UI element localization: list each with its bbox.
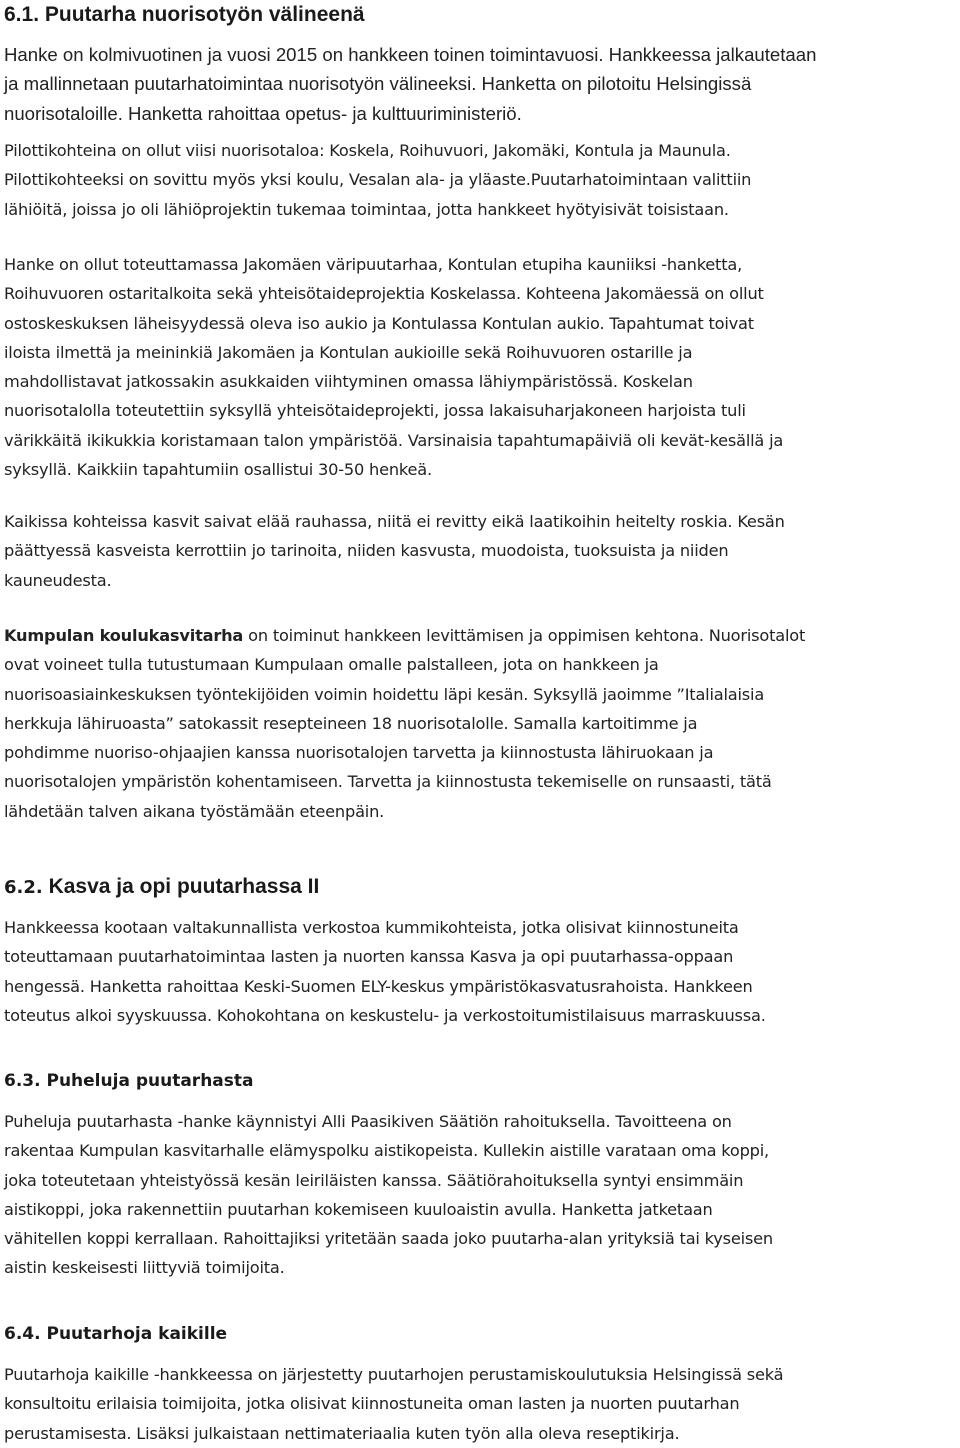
text-line: päättyessä kasveista kerrottiin jo tarinoita, niiden kasvusta, muodoista, tuoksuista ja niiden bbox=[4, 541, 729, 561]
section-6-1-kumpula bbox=[4, 621, 805, 826]
text-line: Roihuvuoren ostaritalkoita sekä yhteisötaideprojektia Koskelassa. Kohteena Jakomäessä on ollut bbox=[4, 284, 764, 304]
text-line: ja mallinnetaan puutarhatoimintaa nuorisotyön välineeksi. Hanketta on pilotoitu Helsingissä bbox=[4, 73, 752, 95]
kumpula-bold-term: Kumpulan koulukasvitarha bbox=[4, 626, 244, 645]
section-6-1-pilot bbox=[4, 136, 751, 224]
text-line: Pilottikohteeksi on sovittu myös yksi koulu, Vesalan ala- ja yläaste.Puutarhatoimintaan valittiin bbox=[4, 170, 752, 190]
text-line: nuorisotaloille. Hanketta rahoittaa opetus- ja kulttuuriministeriö. bbox=[4, 102, 522, 124]
text-line: Kaikissa kohteissa kasvit saivat elää rauhassa, niitä ei revitty eikä laatikoihin heitelty roskia. Kesän bbox=[4, 512, 785, 531]
section-6-1-plants bbox=[4, 507, 785, 595]
text-line: vähitellen koppi kerrallaan. Rahoittajiksi yritetään saada joko puutarha-alan yrityksiä tai kyseisen bbox=[4, 1229, 773, 1249]
section-6-2-heading bbox=[4, 873, 319, 902]
text-line: aistin keskeisesti liittyviä toimijoita. bbox=[4, 1258, 285, 1278]
text-line: iloista ilmettä ja meininkiä Jakomäen ja Kontulan aukioille sekä Roihuvuoren ostarille ja bbox=[4, 342, 693, 362]
text-line: herkkuja lähiruoasta” satokassit resepteineen 18 nuorisotalolle. Samalla kartoitimme ja bbox=[4, 713, 698, 733]
section-6-2-title: Kasva ja opi puutarhassa II bbox=[42, 875, 320, 898]
text-line: hengessä. Hanketta rahoittaa Keski-Suomen ELY-keskus ympäristökasvatusrahoista. Hankkeen bbox=[4, 976, 753, 996]
section-6-3-body bbox=[4, 1107, 773, 1283]
text-line: Puheluja puutarhasta -hanke käynnistyi Alli Paasikiven Säätiön rahoituksella. Tavoitteena on bbox=[4, 1112, 732, 1131]
text-line: pohdimme nuoriso-ohjaajien kanssa nuorisotalojen tarvetta ja kiinnostusta lähiruokaan ja bbox=[4, 743, 714, 763]
text-line: toteutus alkoi syyskuussa. Kohokohtana on keskustelu- ja verkostoitumistilaisuus marraskuussa. bbox=[4, 1005, 766, 1025]
text-line: Puutarhoja kaikille -hankkeessa on järjestetty puutarhojen perustamiskoulutuksia Helsingissä sekä bbox=[4, 1365, 784, 1384]
text-line: ovat voineet tulla tutustumaan Kumpulaan omalle palstalleen, jota on hankkeen ja bbox=[4, 655, 659, 675]
section-6-1-events bbox=[4, 250, 783, 484]
section-6-2-body bbox=[4, 913, 766, 1030]
text-line bbox=[4, 621, 805, 650]
section-6-3-heading: 6.3. Puheluja puutarhasta bbox=[4, 1071, 254, 1091]
text-line: lähiöitä, joissa jo oli lähiöprojektin tukemaa toimintaa, jotta hankkeet hyötyisivät toisistaan. bbox=[4, 199, 729, 219]
section-6-1-intro bbox=[4, 40, 816, 128]
section-6-1-heading: 6.1. Puutarha nuorisotyön välineenä bbox=[4, 3, 365, 26]
section-6-4-heading: 6.4. Puutarhoja kaikille bbox=[4, 1324, 228, 1344]
section-6-4-body bbox=[4, 1360, 783, 1448]
text-line: perustamisesta. Lisäksi julkaistaan nettimateriaalia kuten työn alla oleva reseptikirja. bbox=[4, 1423, 680, 1443]
text-line: Hanke on ollut toteuttamassa Jakomäen väripuutarhaa, Kontulan etupiha kauniiksi -hanketta, bbox=[4, 255, 743, 274]
text-line: rakentaa Kumpulan kasvitarhalle elämyspolku aistikopeista. Kullekin aistille varataan oma koppi, bbox=[4, 1141, 769, 1161]
text-line: lähdetään talven aikana työstämään eteenpäin. bbox=[4, 801, 385, 821]
text-line: konsultoitu erilaisia toimijoita, jotka olisivat kiinnostuneita oman lasten ja nuorten puutarhan bbox=[4, 1394, 740, 1414]
text-line: toteuttamaan puutarhatoimintaa lasten ja nuorten kanssa Kasva ja opi puutarhassa-oppaan bbox=[4, 947, 734, 967]
text-line: Hankkeessa kootaan valtakunnallista verkostoa kummikohteista, jotka olisivat kiinnostuneita bbox=[4, 918, 739, 937]
text-line: Hanke on kolmivuotinen ja vuosi 2015 on hankkeen toinen toimintavuosi. Hankkeessa jalkautetaan bbox=[4, 44, 817, 65]
text-line: aistikoppi, joka rakennettiin puutarhan kokemiseen kuuloaistin avulla. Hanketta jatketaan bbox=[4, 1199, 713, 1219]
text-line: mahdollistavat jatkossakin asukkaiden viihtyminen omassa lähiympäristössä. Koskelan bbox=[4, 372, 693, 392]
text-line: Pilottikohteina on ollut viisi nuorisotaloa: Koskela, Roihuvuori, Jakomäki, Kontula ja Maunula. bbox=[4, 141, 731, 160]
text-line: kauneudesta. bbox=[4, 570, 112, 590]
kumpula-first-line-rest: on toiminut hankkeen levittämisen ja oppimisen kehtona. Nuorisotalot bbox=[243, 626, 806, 645]
text-line: syksyllä. Kaikkiin tapahtumiin osallistui 30-50 henkeä. bbox=[4, 460, 432, 480]
text-line: nuorisotalolla toteutettiin syksyllä yhteisötaideprojekti, jossa lakaisuharjakoneen harjoista tuli bbox=[4, 401, 746, 421]
text-line: joka toteutetaan yhteistyössä kesän leiriläisten kanssa. Säätiörahoituksella syntyi ensimmäin bbox=[4, 1170, 744, 1190]
text-line: värikkäitä ikikukkia koristamaan talon ympäristöä. Varsinaisia tapahtumapäiviä oli kevät-kesällä ja bbox=[4, 430, 784, 450]
section-6-2-number: 6.2. bbox=[4, 877, 43, 898]
text-line: nuorisoasiainkeskuksen työntekijöiden voimin hoidettu läpi kesän. Syksyllä jaoimme ”Italialaisia bbox=[4, 684, 765, 704]
text-line: nuorisotalojen ympäristön kohentamiseen. Tarvetta ja kiinnostusta tekemiselle on runsaasti, tätä bbox=[4, 772, 772, 792]
text-line: ostoskeskuksen läheisyydessä oleva iso aukio ja Kontulassa Kontulan aukio. Tapahtumat toivat bbox=[4, 313, 754, 333]
